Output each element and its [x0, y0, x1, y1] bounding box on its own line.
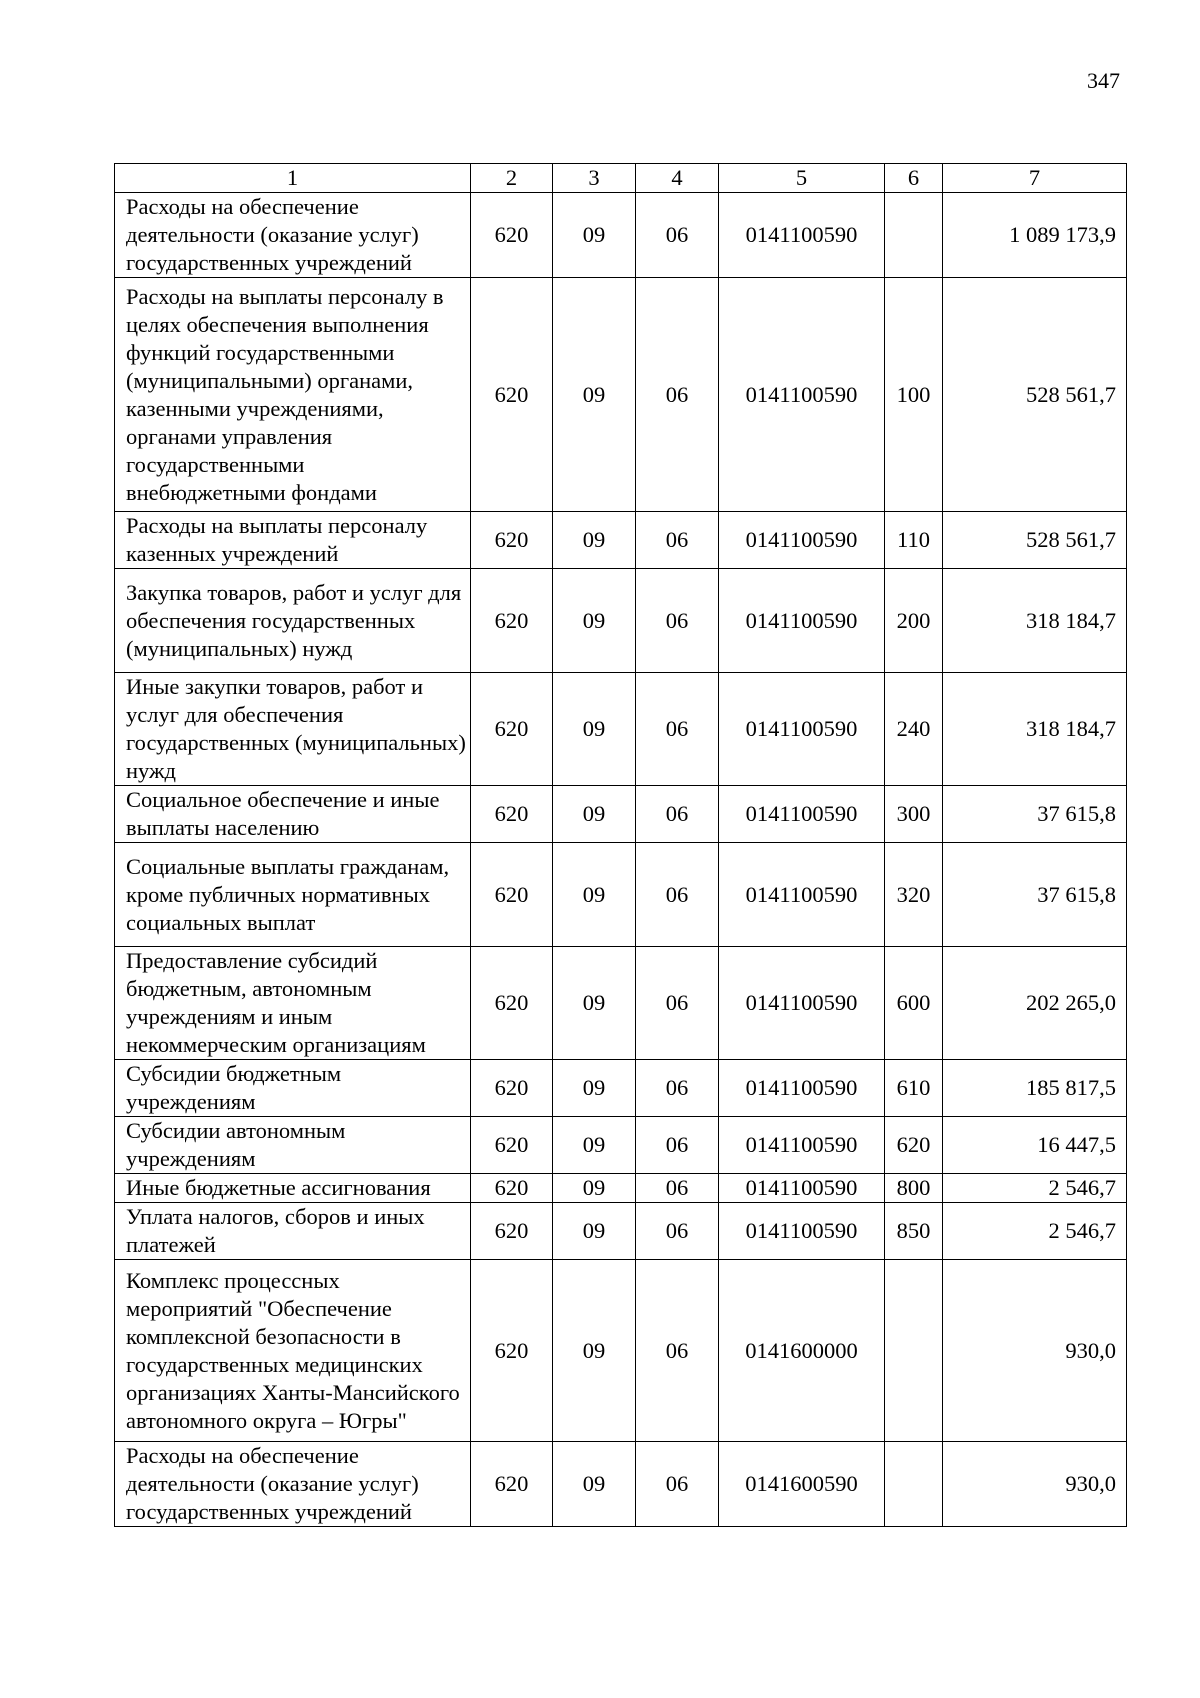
table-row: [115, 786, 1127, 843]
amount-cell: 16 447,5: [943, 1117, 1127, 1174]
section-code-cell: 09: [553, 1060, 636, 1117]
header-col-5: 5: [719, 164, 885, 193]
header-col-6: 6: [885, 164, 943, 193]
section-code-cell: 09: [553, 512, 636, 569]
amount-cell: 37 615,8: [943, 786, 1127, 843]
expense-type-code-cell: 850: [885, 1203, 943, 1260]
item-name-cell: Иные бюджетные ассигнования: [115, 1174, 471, 1203]
amount-cell: 528 561,7: [943, 512, 1127, 569]
item-name-cell: Субсидии автономным учреждениям: [115, 1117, 471, 1174]
target-article-code-cell: 0141100590: [719, 1117, 885, 1174]
subsection-code-cell: 06: [636, 843, 719, 947]
item-name-cell: Расходы на выплаты персоналу казенных учреждений: [115, 512, 471, 569]
item-name-cell: Уплата налогов, сборов и иных платежей: [115, 1203, 471, 1260]
section-code-cell: 09: [553, 1203, 636, 1260]
subsection-code-cell: 06: [636, 1442, 719, 1527]
section-code-cell: 09: [553, 278, 636, 512]
table-row: [115, 1203, 1127, 1260]
table-row: [115, 512, 1127, 569]
target-article-code-cell: 0141100590: [719, 1174, 885, 1203]
table-header: [115, 164, 1127, 193]
section-code-cell: 09: [553, 569, 636, 673]
expense-type-code-cell: 110: [885, 512, 943, 569]
subsection-code-cell: 06: [636, 278, 719, 512]
amount-cell: 930,0: [943, 1260, 1127, 1442]
budget-table: [114, 163, 1127, 1527]
subsection-code-cell: 06: [636, 512, 719, 569]
expense-type-code-cell: 600: [885, 947, 943, 1060]
section-code-cell: 09: [553, 1117, 636, 1174]
table-row: [115, 1260, 1127, 1442]
subsection-code-cell: 06: [636, 193, 719, 278]
table-row: [115, 1117, 1127, 1174]
section-code-cell: 09: [553, 786, 636, 843]
table-row: [115, 1060, 1127, 1117]
target-article-code-cell: 0141100590: [719, 786, 885, 843]
ministry-code-cell: 620: [471, 947, 553, 1060]
ministry-code-cell: 620: [471, 512, 553, 569]
target-article-code-cell: 0141100590: [719, 673, 885, 786]
ministry-code-cell: 620: [471, 278, 553, 512]
section-code-cell: 09: [553, 947, 636, 1060]
subsection-code-cell: 06: [636, 1060, 719, 1117]
amount-cell: 202 265,0: [943, 947, 1127, 1060]
ministry-code-cell: 620: [471, 569, 553, 673]
header-col-2: 2: [471, 164, 553, 193]
target-article-code-cell: 0141600000: [719, 1260, 885, 1442]
amount-cell: 318 184,7: [943, 673, 1127, 786]
expense-type-code-cell: 610: [885, 1060, 943, 1117]
table-row: [115, 1442, 1127, 1527]
header-col-4: 4: [636, 164, 719, 193]
ministry-code-cell: 620: [471, 1117, 553, 1174]
amount-cell: 37 615,8: [943, 843, 1127, 947]
table-row: [115, 843, 1127, 947]
header-col-1: 1: [115, 164, 471, 193]
subsection-code-cell: 06: [636, 1203, 719, 1260]
item-name-cell: Иные закупки товаров, работ и услуг для обеспечения государственных (муниципальных) нужд: [115, 673, 471, 786]
ministry-code-cell: 620: [471, 193, 553, 278]
section-code-cell: 09: [553, 673, 636, 786]
amount-cell: 2 546,7: [943, 1174, 1127, 1203]
section-code-cell: 09: [553, 193, 636, 278]
item-name-cell: Расходы на обеспечение деятельности (оказание услуг) государственных учреждений: [115, 193, 471, 278]
expense-type-code-cell: 240: [885, 673, 943, 786]
expense-type-code-cell: 100: [885, 278, 943, 512]
target-article-code-cell: 0141100590: [719, 512, 885, 569]
item-name-cell: Социальное обеспечение и иные выплаты населению: [115, 786, 471, 843]
target-article-code-cell: 0141100590: [719, 1203, 885, 1260]
subsection-code-cell: 06: [636, 786, 719, 843]
expense-type-code-cell: [885, 193, 943, 278]
page-number: 347: [1087, 68, 1120, 93]
amount-cell: 528 561,7: [943, 278, 1127, 512]
amount-cell: 1 089 173,9: [943, 193, 1127, 278]
amount-cell: 318 184,7: [943, 569, 1127, 673]
expense-type-code-cell: 800: [885, 1174, 943, 1203]
expense-type-code-cell: 620: [885, 1117, 943, 1174]
ministry-code-cell: 620: [471, 1174, 553, 1203]
section-code-cell: 09: [553, 1260, 636, 1442]
ministry-code-cell: 620: [471, 1060, 553, 1117]
target-article-code-cell: 0141100590: [719, 1060, 885, 1117]
table-row: [115, 193, 1127, 278]
ministry-code-cell: 620: [471, 1260, 553, 1442]
table-row: [115, 569, 1127, 673]
expense-type-code-cell: [885, 1442, 943, 1527]
item-name-cell: Расходы на выплаты персоналу в целях обеспечения выполнения функций государственными (муниципальными) органами, казенными учреждениями, органами управления государственными внебюджетными фондами: [115, 278, 471, 512]
target-article-code-cell: 0141100590: [719, 193, 885, 278]
table-row: [115, 278, 1127, 512]
ministry-code-cell: 620: [471, 1442, 553, 1527]
ministry-code-cell: 620: [471, 673, 553, 786]
expense-type-code-cell: [885, 1260, 943, 1442]
table-row: [115, 1174, 1127, 1203]
subsection-code-cell: 06: [636, 569, 719, 673]
expense-type-code-cell: 320: [885, 843, 943, 947]
section-code-cell: 09: [553, 1442, 636, 1527]
table-row: [115, 673, 1127, 786]
table-row: [115, 947, 1127, 1060]
item-name-cell: Расходы на обеспечение деятельности (оказание услуг) государственных учреждений: [115, 1442, 471, 1527]
target-article-code-cell: 0141100590: [719, 569, 885, 673]
section-code-cell: 09: [553, 1174, 636, 1203]
section-code-cell: 09: [553, 843, 636, 947]
header-col-7: 7: [943, 164, 1127, 193]
header-row: [115, 164, 1127, 193]
subsection-code-cell: 06: [636, 947, 719, 1060]
subsection-code-cell: 06: [636, 1174, 719, 1203]
subsection-code-cell: 06: [636, 1260, 719, 1442]
target-article-code-cell: 0141100590: [719, 947, 885, 1060]
item-name-cell: Комплекс процессных мероприятий "Обеспечение комплексной безопасности в государственных медицинских организациях Ханты-Мансийского автономного округа – Югры": [115, 1260, 471, 1442]
ministry-code-cell: 620: [471, 843, 553, 947]
expense-type-code-cell: 300: [885, 786, 943, 843]
item-name-cell: Социальные выплаты гражданам, кроме публичных нормативных социальных выплат: [115, 843, 471, 947]
target-article-code-cell: 0141100590: [719, 843, 885, 947]
item-name-cell: Закупка товаров, работ и услуг для обеспечения государственных (муниципальных) нужд: [115, 569, 471, 673]
item-name-cell: Предоставление субсидий бюджетным, автономным учреждениям и иным некоммерческим организациям: [115, 947, 471, 1060]
expense-type-code-cell: 200: [885, 569, 943, 673]
amount-cell: 930,0: [943, 1442, 1127, 1527]
table-body: [115, 193, 1127, 1527]
amount-cell: 185 817,5: [943, 1060, 1127, 1117]
subsection-code-cell: 06: [636, 1117, 719, 1174]
amount-cell: 2 546,7: [943, 1203, 1127, 1260]
ministry-code-cell: 620: [471, 786, 553, 843]
ministry-code-cell: 620: [471, 1203, 553, 1260]
item-name-cell: Субсидии бюджетным учреждениям: [115, 1060, 471, 1117]
target-article-code-cell: 0141100590: [719, 278, 885, 512]
target-article-code-cell: 0141600590: [719, 1442, 885, 1527]
subsection-code-cell: 06: [636, 673, 719, 786]
header-col-3: 3: [553, 164, 636, 193]
